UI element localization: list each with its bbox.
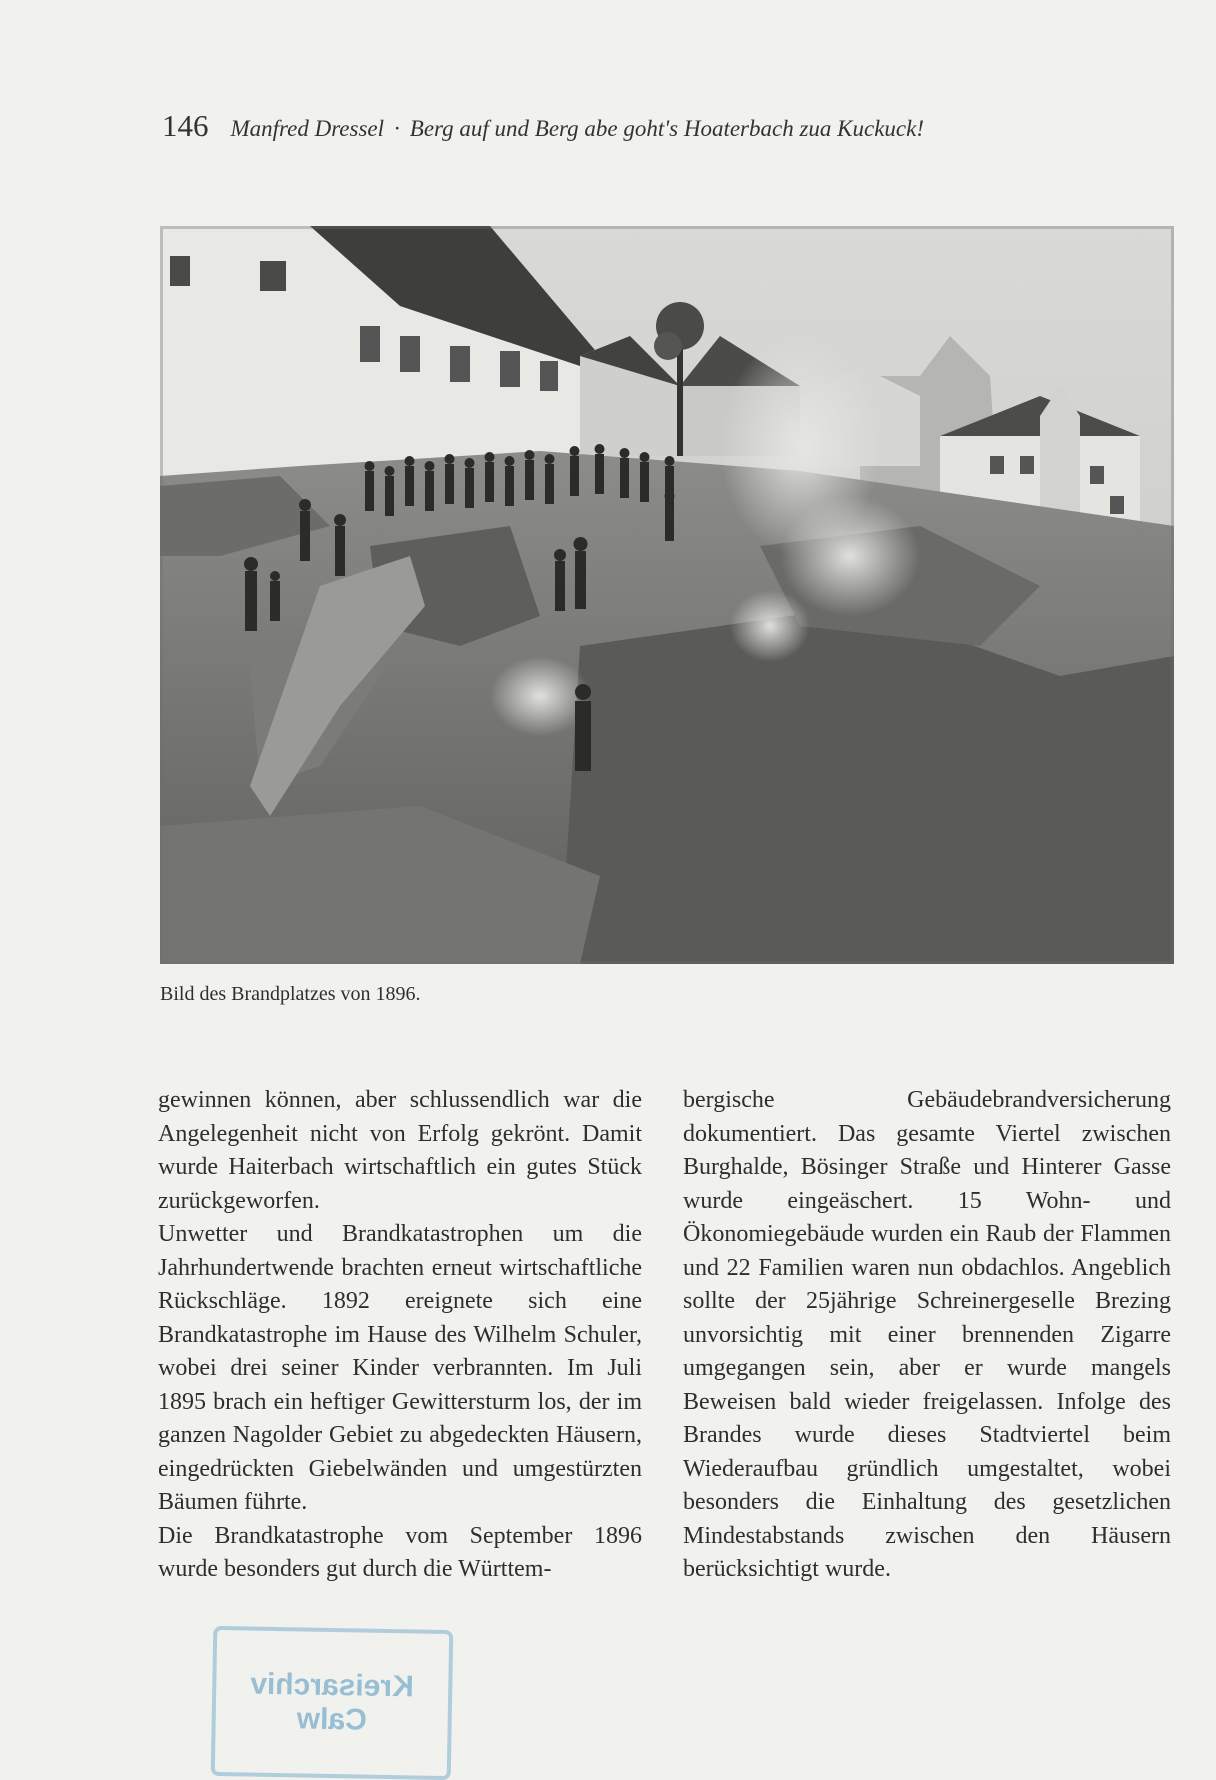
paragraph: Unwetter und Brandkatastrophen um die Jahrhundertwende brachten erneut wirtschaftliche Rückschläge. 1892 ereignete sich eine Brandkatastrophe im Hause des Wilhelm Schuler, wobei drei seiner Kinder verbrannten. Im Juli 1895 brach ein heftiger Gewittersturm los, der im ganzen Nagolder Gebiet zu abgedeckten Häusern, eingedrückten Giebelwänden und umgestürzten Bäumen führte. [158,1221,642,1515]
photo-illustration [160,226,1174,964]
book-title: Berg auf und Berg abe goht's Hoaterbach zua Kuckuck! [409,116,925,141]
archive-stamp [211,1626,454,1780]
fire-site-photo [160,226,1174,964]
author-name: Manfred Dressel [230,116,385,141]
stamp-line-2: Calw [296,1702,368,1737]
page-number: 146 [162,108,209,143]
paragraph: bergische Gebäudebrandversicherung dokumentiert. Das gesamte Viertel zwischen Burghalde, Bösinger Straße und Hinterer Gasse wurde eingeäschert. 15 Wohn- und Ökonomiegebäude wurden ein Raub der Flammen und 22 Familien waren nun obdachlos. Angeblich sollte der 25jährige Schreinergeselle Brezing unvorsichtig mit einer brennenden Zigarre umgegangen sein, aber er wurde mangels Beweisen bald wieder freigelassen. Infolge des Brandes wurde dieses Stadtviertel beim Wiederaufbau gründlich umgestaltet, wobei besonders die Einhaltung des gesetzlichen Mindestabstands zwischen den Häusern berücksichtigt wurde. [683,1087,1171,1582]
text-column-right [683,1084,1171,1587]
stamp-line-1: Kreisarchiv [250,1667,415,1704]
title-separator: · [394,116,400,141]
figure-caption: Bild des Brandplatzes von 1896. [160,983,421,1005]
paragraph: Die Brandkatastrophe vom September 1896 wurde besonders gut durch die Württem- [158,1522,642,1582]
running-header [162,108,1092,152]
running-title [231,116,925,142]
paragraph: gewinnen können, aber schlussendlich war die Angelegenheit nicht von Erfolg gekrönt. Damit wurde Haiterbach wirtschaftlich ein gutes Stück zurückgeworfen. [158,1087,642,1214]
text-column-left [158,1084,642,1587]
